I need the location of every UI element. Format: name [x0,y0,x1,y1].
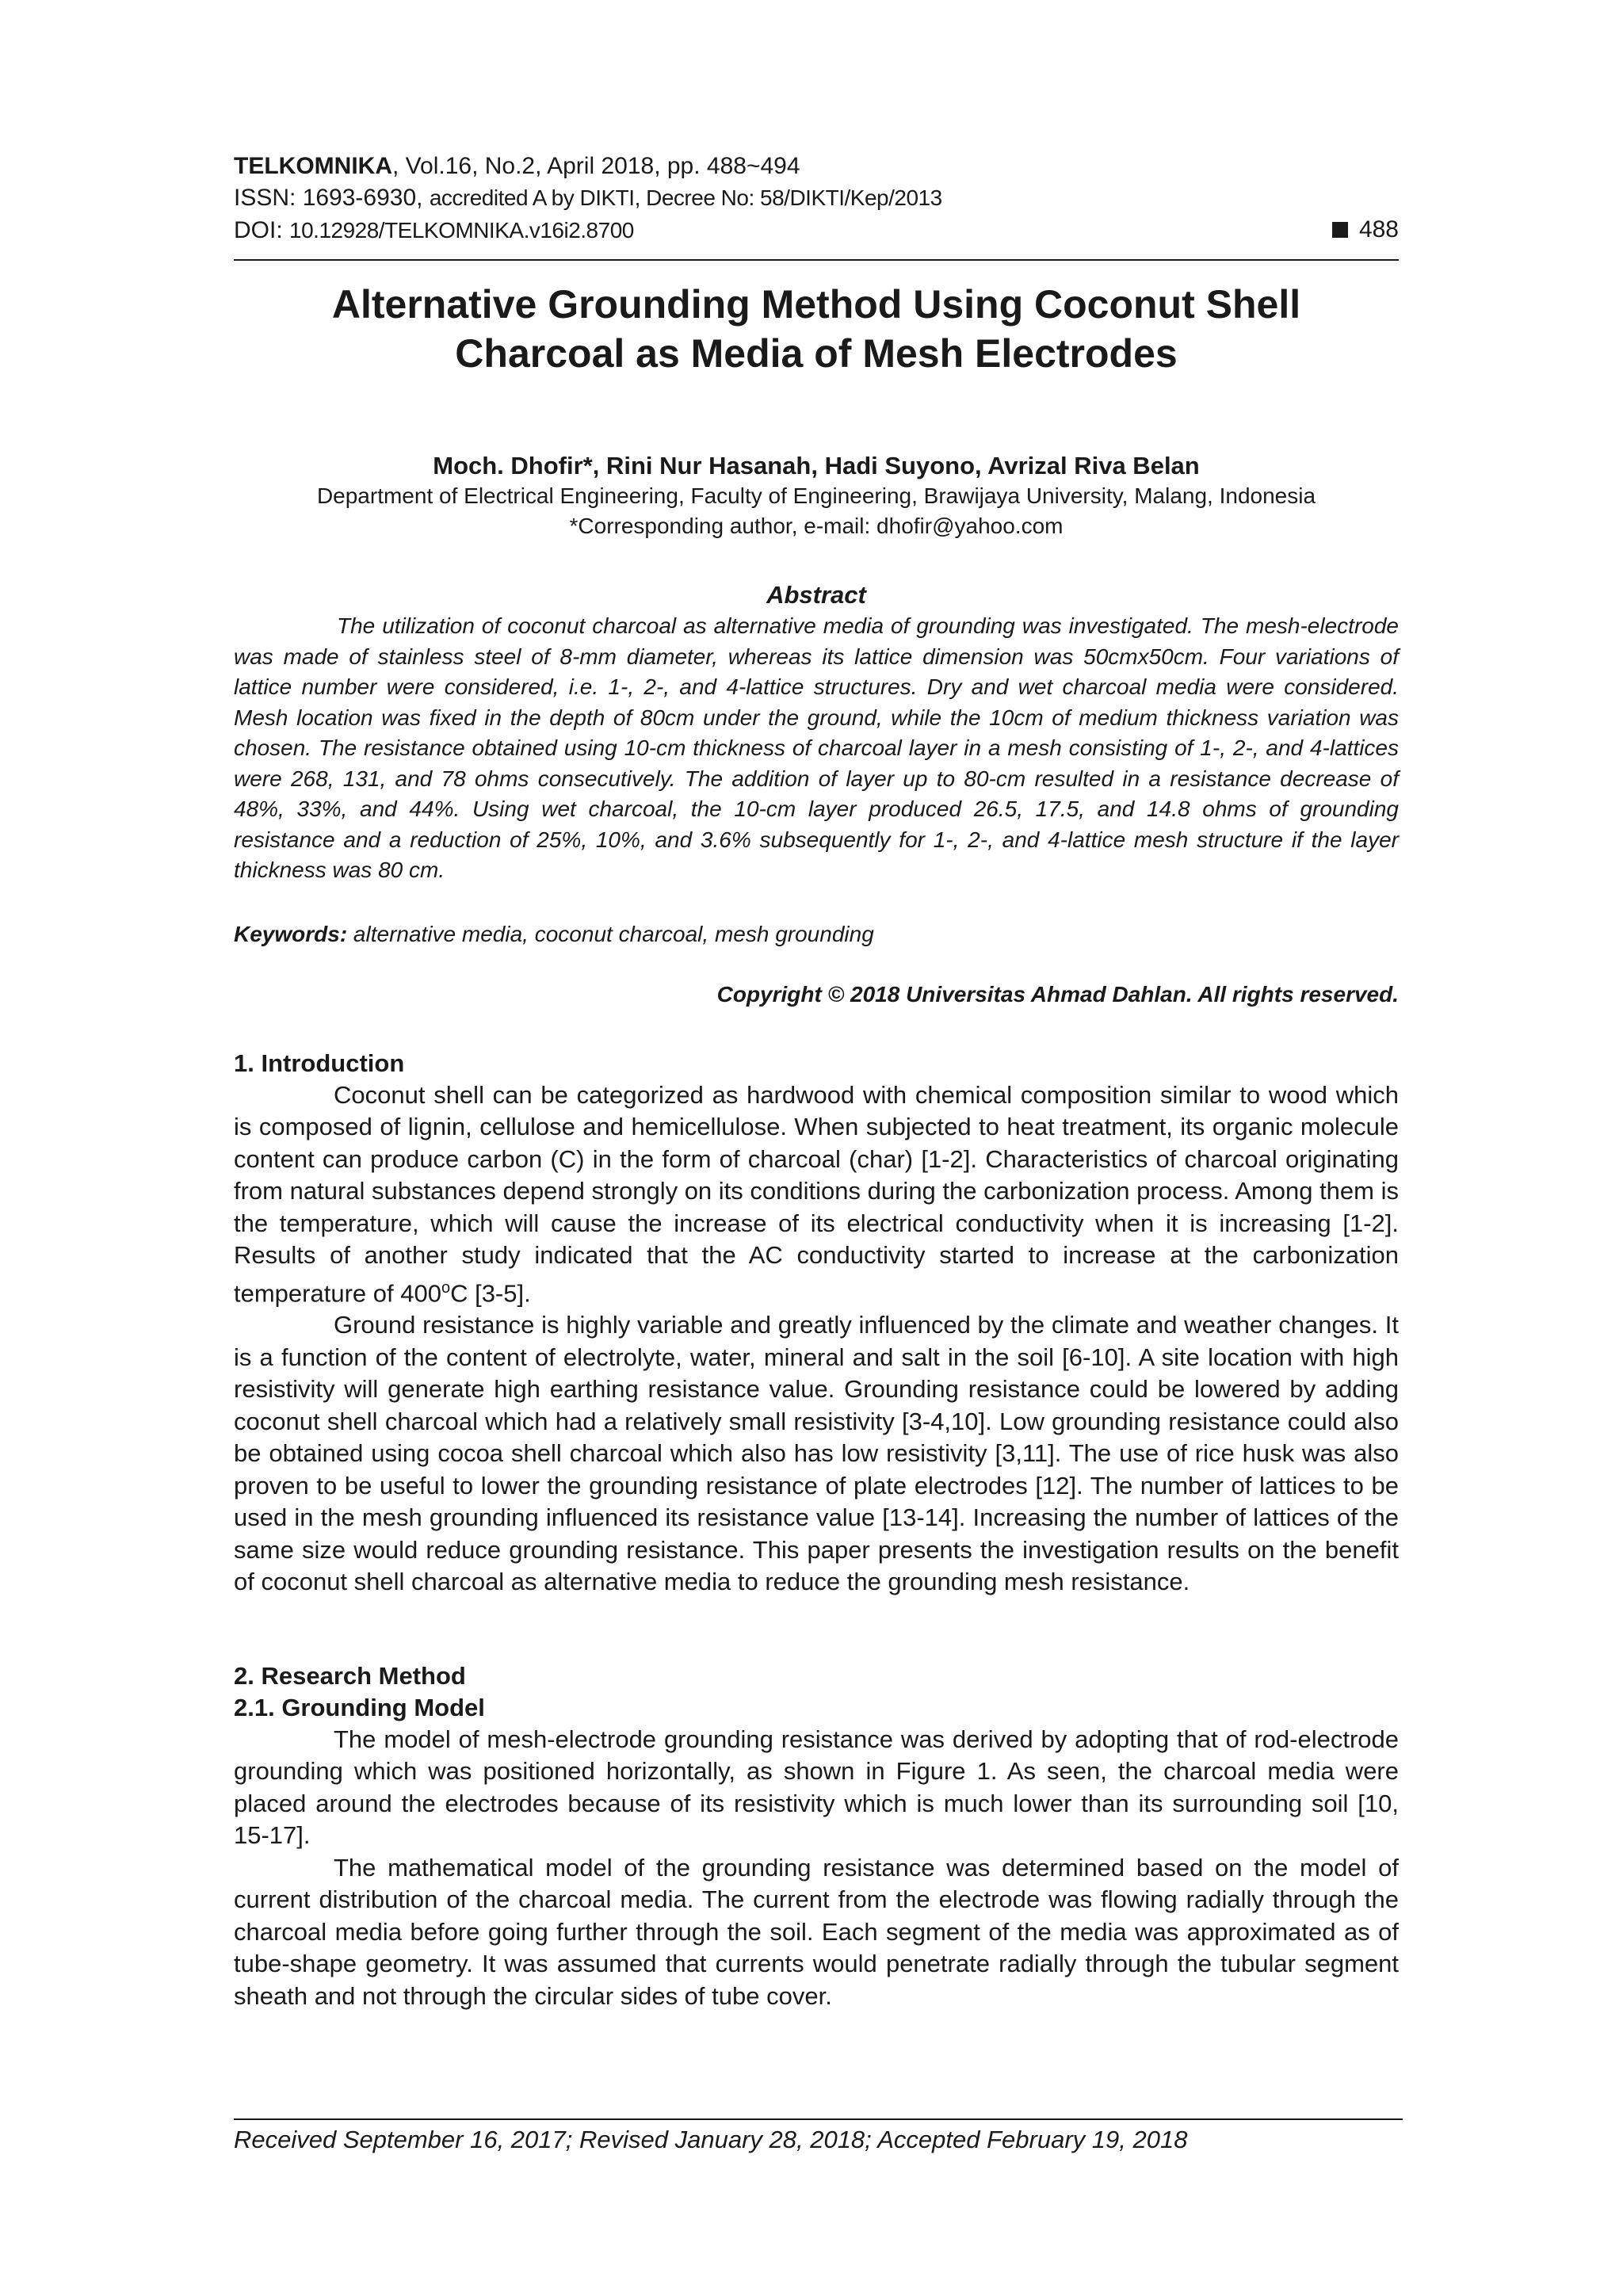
section-1-paragraph-2: Ground resistance is highly variable and greatly influenced by the climate and weather changes. It is a function of the content of electrolyte, water, mineral and salt in the soil [6-10]. A site location with high resistivity will generate high earthing resistance value. Grounding resistance could be lowered by adding coconut shell charcoal which had a relatively small resistivity [3-4,10]. Low grounding resistance could also be obtained using cocoa shell charcoal which also has low resistivity [3,11]. The use of rice husk was also proven to be useful to lower the grounding resistance of plate electrodes [12]. The number of lattices to be used in the mesh grounding influenced its resistance value [13-14]. Increasing the number of lattices of the same size would reduce grounding resistance. This paper presents the investigation results on the benefit of coconut shell charcoal as alternative media to reduce the grounding mesh resistance. [234,1311,1399,1596]
journal-citation [234,151,1399,182]
accreditation: accredited A by DIKTI, Decree No: 58/DIKTI/Kep/2013 [429,185,942,210]
paragraph-text-end: C [3-5]. [450,1278,531,1307]
section-2-paragraph-2: The mathematical model of the grounding resistance was determined based on the model of current distribution of the charcoal media. The current from the electrode was flowing radially through the charcoal media before going further through the soil. Each segment of the media was approximated as of tube-shape geometry. It was assumed that currents would penetrate radially through the tubular segment sheath and not through the circular sides of tube cover. [234,1853,1399,2010]
subsection-2-1-heading: 2.1. Grounding Model [234,1693,485,1721]
page-number: 488 [1358,216,1399,243]
abstract-heading: Abstract [766,581,866,609]
square-bullet-icon [1332,222,1348,238]
doi-label: DOI: [234,217,290,243]
keywords [234,919,1399,949]
author-list: Moch. Dhofir*, Rini Nur Hasanah, Hadi Suyono, Avrizal Riva Belan [433,452,1200,479]
volume-info: , Vol.16, No.2, April 2018, pp. 488~494 [391,153,800,179]
title-line-1: Alternative Grounding Method Using Coconut Shell [331,282,1301,327]
section-1-paragraph-1 [234,1079,1399,1310]
affiliation: Department of Electrical Engineering, Faculty of Engineering, Brawijaya University, Malang, Indonesia [316,483,1316,508]
journal-name: TELKOMNIKA [234,153,392,179]
keywords-text: alternative media, coconut charcoal, mesh grounding [347,921,874,946]
section-1-heading: 1. Introduction [234,1049,405,1077]
corresponding-author: *Corresponding author, e-mail: dhofir@yahoo.com [569,514,1064,538]
paragraph-text: Coconut shell can be categorized as hardwood with chemical composition similar to wood which is composed of lignin, cellulose and hemicellulose. When subjected to heat treatment, its organic molecule content can produce carbon (C) in the form of charcoal (char) [1-2]. Characteristics of charcoal originating from natural substances depend strongly on its conditions during the carbonization process. Among them is the temperature, which will cause the increase of its electrical conductivity when it is increasing [1-2]. Results of another study indicated that the AC conductivity started to increase at the carbonization temperature of 400 [234,1080,1399,1307]
doi-row [234,214,1399,246]
issn-line [234,182,1399,214]
doi-link[interactable]: 10.12928/TELKOMNIKA.v16i2.8700 [289,218,634,243]
received-dates: Received September 16, 2017; Revised January 28, 2018; Accepted February 19, 2018 [234,2126,1188,2153]
footer-rule [234,2118,1403,2120]
page-number-group [1332,214,1399,246]
section-2-paragraph-1: The model of mesh-electrode grounding resistance was derived by adopting that of rod-electrode grounding which was positioned horizontally, as shown in Figure 1. As seen, the charcoal media were placed around the electrodes because of its resistivity which is much lower than its surrounding soil [10, 15-17]. [234,1725,1399,1850]
header-rule [234,259,1399,261]
paper-page [234,151,1399,2012]
issn: ISSN: 1693-6930, [234,185,430,211]
degree-superscript: o [441,1278,451,1297]
abstract-text: The utilization of coconut charcoal as alternative media of grounding was investigated. The mesh-electrode was made of stainless steel of 8-mm diameter, whereas its lattice dimension was 50cmx50cm. Four variations of lattice number were considered, i.e. 1-, 2-, and 4-lattice structures. Dry and wet charcoal media were considered. Mesh location was fixed in the depth of 80cm under the ground, while the 10cm of medium thickness variation was chosen. The resistance obtained using 10-cm thickness of charcoal layer in a mesh consisting of 1-, 2-, and 4-lattices were 268, 131, and 78 ohms consecutively. The addition of layer up to 80-cm resulted in a resistance decrease of 48%, 33%, and 44%. Using wet charcoal, the 10-cm layer produced 26.5, 17.5, and 14.8 ohms of grounding resistance and a reduction of 25%, 10%, and 3.6% subsequently for 1-, 2-, and 4-lattice mesh structure if the layer thickness was 80 cm. [234,613,1399,882]
copyright-notice: Copyright © 2018 Universitas Ahmad Dahlan. All rights reserved. [716,981,1399,1007]
title-line-2: Charcoal as Media of Mesh Electrodes [455,331,1178,376]
paper-title [234,280,1399,378]
keywords-label: Keywords: [234,921,348,946]
section-2-heading: 2. Research Method [234,1661,466,1690]
